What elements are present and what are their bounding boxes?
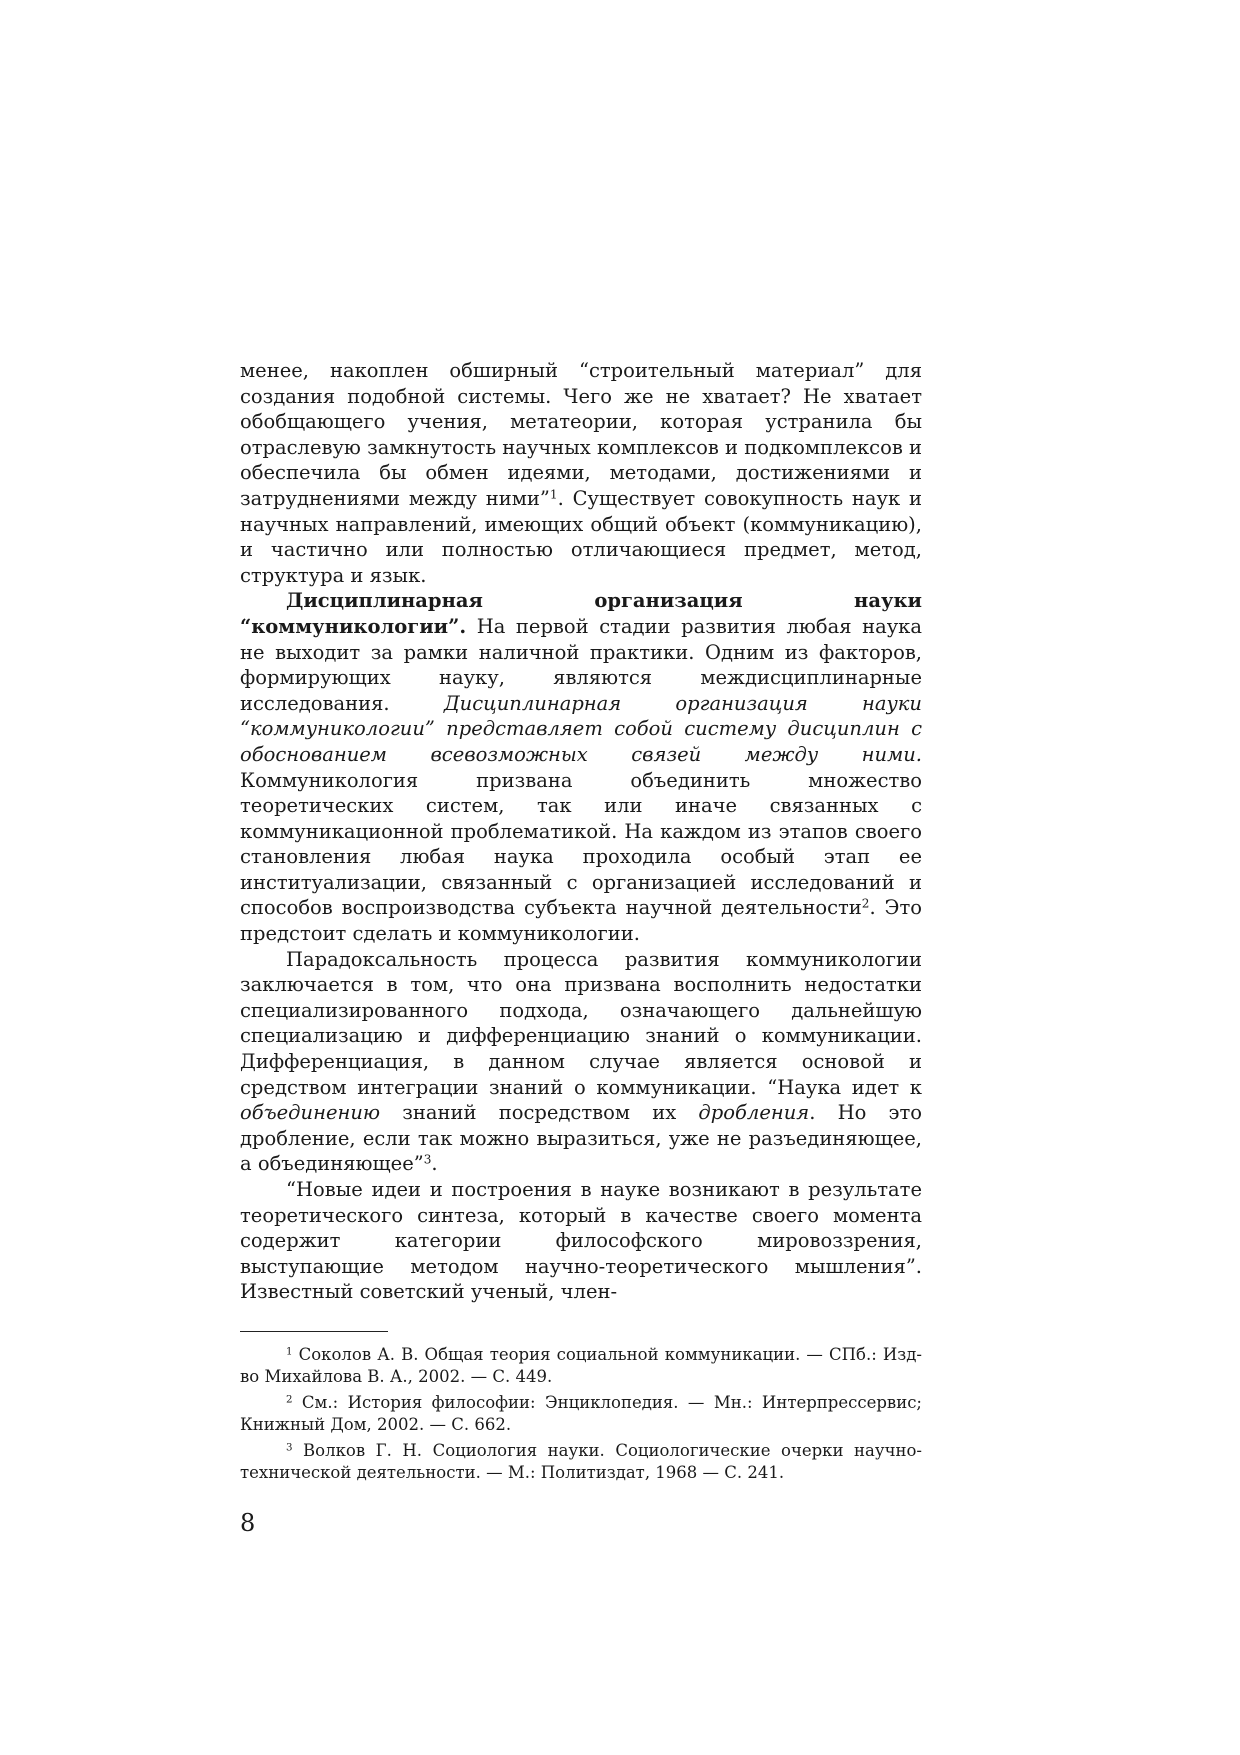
footnote-ref-2: 2	[861, 896, 870, 911]
document-page	[240, 358, 922, 1537]
page-number: 8	[240, 1508, 256, 1537]
footnote-2: $^2$ См.: История философии: Энциклопедия. — Мн.: Интерпрессервис; Книжный Дом, 2002. — С. 662.	[240, 1392, 922, 1435]
paragraph-4: “Новые идеи и построения в науке возникают в результате теоретического синтеза, который в качестве своего момента содержит категории философского мировоззрения, выступающие методом научно-теоретического мышления”. Известный советский ученый, член-	[240, 1178, 922, 1304]
footnotes	[240, 1344, 922, 1485]
definition-italic: Дисциплинарная организация науки “коммуникологии” представляет собой систему дисциплин с обоснованием всевозможных связей между ними.	[240, 691, 922, 766]
footnote-ref-1: 1	[549, 487, 558, 502]
footnote-divider	[240, 1331, 388, 1332]
footnote-3: $^3$ Волков Г. Н. Социология науки. Социологические очерки научно-технической деятельности. — М.: Политиздат, 1968 — С. 241.	[240, 1440, 922, 1483]
main-text	[240, 358, 922, 1305]
paragraph-1: менее, накоплен обширный “строительный материал” для создания подобной системы. Чего же не хватает? Не хватает обобщающего учения, метатеории, которая устранила бы отраслевую замкнутость научных комплексов и подкомплексов и обеспечила бы обмен идеями, методами, достижениями и затруднениями между ними”$^1$. Существует совокупность наук и научных направлений, имеющих общий объект (коммуникацию), и частично или полностью отличающиеся предмет, метод, структура и язык.	[240, 359, 922, 587]
footnote-1: $^1$ Соколов А. В. Общая теория социальной коммуникации. — СПб.: Изд-во Михайлова В. А., 2002. — С. 449.	[240, 1344, 922, 1387]
paragraph-3: Парадоксальность процесса развития коммуникологии заключается в том, что она призвана восполнить недостатки специализированного подхода, означающего дальнейшую специализацию и дифференциацию знаний о коммуникации. Дифференциация, в данном случае является основой и средством интеграции знаний о коммуникации. “Наука идет к объединению знаний посредством их дробления. Но это дробление, если так можно выразиться, уже не разъединяющее, а объединяющее”$^3$.	[240, 947, 922, 1176]
footnote-ref-3: 3	[423, 1152, 432, 1167]
paragraph-2: Дисциплинарная организация науки “коммуникологии”. На первой стадии развития любая наука не выходит за рамки наличной практики. Одним из факторов, формирующих науку, являются междисциплинарные исследования. Дисциплинарная организация науки “коммуникологии” представляет собой систему дисциплин с обоснованием всевозможных связей между ними. Коммуникология призвана объединить множество теоретических систем, так или иначе связанных с коммуникационной проблематикой. На каждом из этапов своего становления любая наука проходила особый этап ее институализации, связанный с организацией исследований и способов воспроизводства субъекта научной деятельности$^2$. Это предстоит сделать и коммуникологии.	[240, 589, 922, 946]
section-heading: Дисциплинарная организация науки “коммуникологии”.	[240, 589, 922, 638]
